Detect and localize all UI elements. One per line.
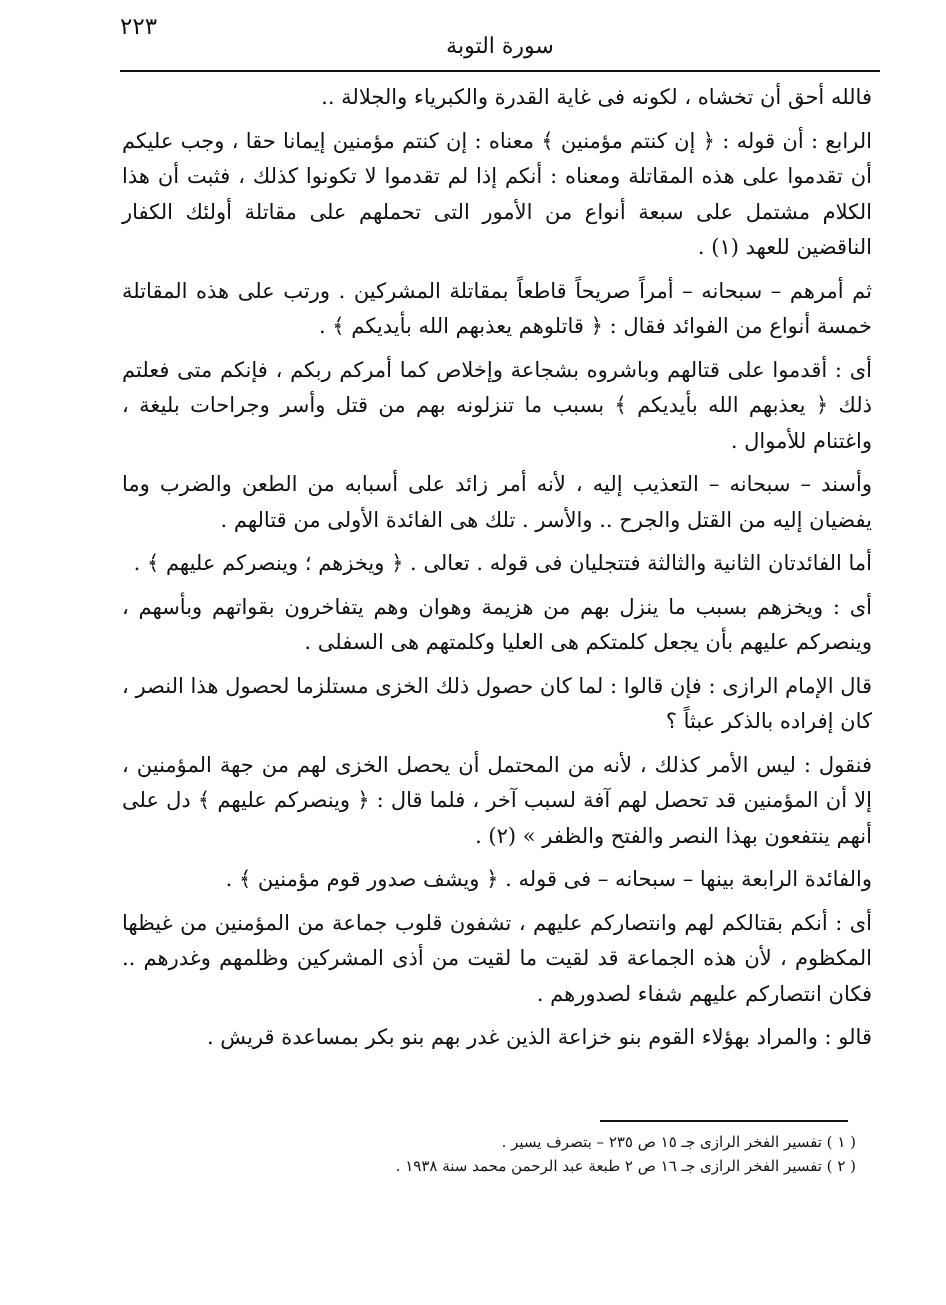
- page-header: [120, 12, 880, 70]
- footnote: ( ١ ) تفسير الفخر الرازى جـ ١٥ ص ٢٣٥ – بتصرف يسير .: [501, 1133, 856, 1151]
- paragraph: أى : أنكم بقتالكم لهم وانتصاركم عليهم ، تشفون قلوب جماعة من المؤمنين من غيظها المكظوم ، لأن هذه الجماعة قد لقيت ما لقيت من أذى المشركين وظلمهم وغدرهم .. فكان انتصاركم عليهم شفاء لصدورهم .: [122, 910, 872, 1006]
- header-rule: [120, 70, 880, 72]
- paragraph: أى : ويخزهم بسبب ما ينزل بهم من هزيمة وهوان وهم يتفاخرون بقواتهم وبأسهم ، وينصركم عليهم بأن يجعل كلمتكم هى العليا وكلمتهم هى السفلى .: [122, 594, 872, 654]
- footnotes: [122, 1130, 856, 1178]
- paragraph: الرابع : أن قوله : ﴿ إن كنتم مؤمنين ﴾ معناه : إن كنتم مؤمنين إيمانا حقا ، وجب عليكم أن تقدموا على هذه المقاتلة ومعناه : أنكم إذا لم تقدموا لا تكونوا كذلك ، فثبت أن هذا الكلام مشتمل على سبعة أنواع من الأمور التى تحملهم على مقاتلة أولئك الكفار الناقضين للعهد (١) .: [122, 128, 872, 259]
- paragraph: فنقول : ليس الأمر كذلك ، لأنه من المحتمل أن يحصل الخزى لهم من جهة المؤمنين ، إلا أن المؤمنين قد تحصل لهم آفة لسبب آخر ، فلما قال : ﴿ وينصركم عليهم ﴾ دل على أنهم ينتفعون بهذا النصر والفتح والظفر » (٢) .: [122, 752, 872, 848]
- paragraph: قالو : والمراد بهؤلاء القوم بنو خزاعة الذين غدر بهم بنو بكر بمساعدة قريش .: [206, 1025, 872, 1049]
- surah-title: سورة التوبة: [446, 34, 554, 59]
- paragraph: أما الفائدتان الثانية والثالثة فتتجليان فى قوله . تعالى . ﴿ ويخزهم ؛ وينصركم عليهم ﴾ .: [133, 551, 872, 575]
- footnote-rule: [600, 1120, 848, 1122]
- footnote: ( ٢ ) تفسير الفخر الرازى جـ ١٦ ص ٢ طبعة عبد الرحمن محمد سنة ١٩٣٨ .: [395, 1157, 856, 1175]
- body-text: [122, 80, 872, 1064]
- paragraph: والفائدة الرابعة بينها – سبحانه – فى قوله . ﴿ ويشف صدور قوم مؤمنين ﴾ .: [225, 867, 872, 891]
- paragraph: قال الإمام الرازى : فإن قالوا : لما كان حصول ذلك الخزى مستلزما لحصول هذا النصر ، كان إفراده بالذكر عبثاً ؟: [122, 673, 872, 733]
- page-number: ٢٢٣: [120, 14, 158, 40]
- paragraph: وأسند – سبحانه – التعذيب إليه ، لأنه أمر زائد على أسبابه من الطعن والضرب وما يفضيان إليه من القتل والجرح .. والأسر . تلك هى الفائدة الأولى من قتالهم .: [122, 472, 872, 532]
- paragraph: أى : أقدموا على قتالهم وباشروه بشجاعة وإخلاص كما أمركم ربكم ، فإنكم متى فعلتم ذلك ﴿ يعذبهم الله بأيديكم ﴾ بسبب ما تنزلونه بهم من قتل وأسر وجراحات بليغة ، واغتنام للأموال .: [122, 357, 872, 453]
- paragraph: فالله أحق أن تخشاه ، لكونه فى غاية القدرة والكبرياء والجلالة ..: [321, 85, 872, 109]
- paragraph: ثم أمرهم – سبحانه – أمراً صريحاً قاطعاً بمقاتلة المشركين . ورتب على هذه المقاتلة خمسة أنواع من الفوائد فقال : ﴿ قاتلوهم يعذبهم الله بأيديكم ﴾ .: [122, 278, 872, 338]
